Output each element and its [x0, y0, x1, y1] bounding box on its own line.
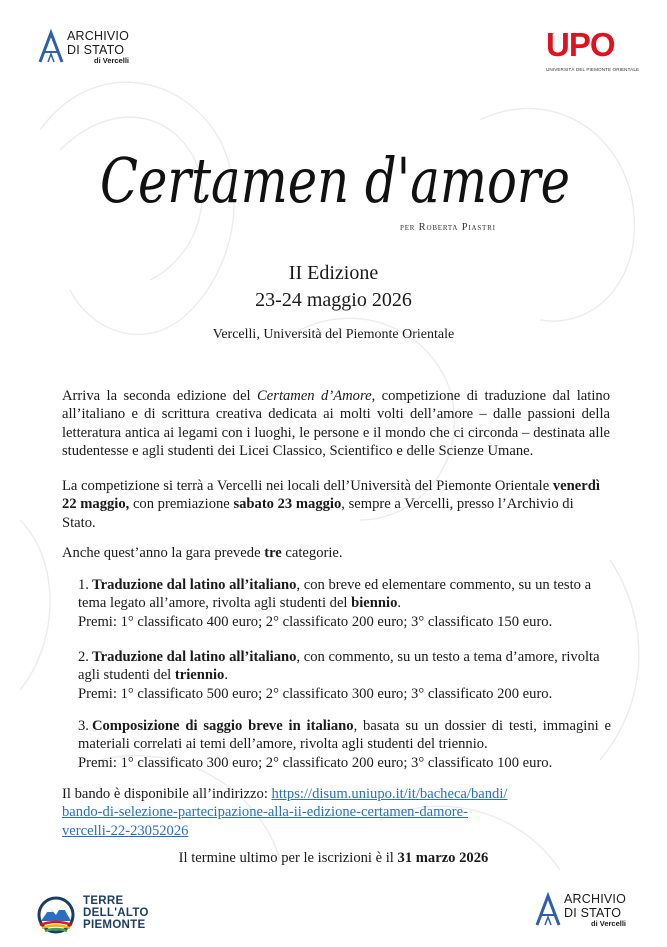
certamen-italic: Certamen d’Amore — [257, 388, 372, 404]
category-title: Composizione di saggio breve in italiano — [91, 718, 354, 734]
archivio-a-icon — [38, 30, 64, 64]
categories-intro: Anche quest’anno la gara prevede tre categorie. — [62, 545, 343, 561]
bando-paragraph: Il bando è disponibile all’indirizzo: https://disum.uniupo.it/it/bacheca/bandi/ bando-di-selezione-partecipazione-alla-ii-edizione-certamen-damore- vercelli-22-23052026 — [62, 786, 508, 839]
archivio-line2: DI STATO — [67, 42, 125, 57]
category-item-1: 1. Traduzione dal latino all’italiano, con breve ed elementare commento, su un testo a tema legato all’amore, rivolta agli studenti del biennio. Premi: 1° classificato 400 euro; 2° classificato 200 euro; 3° classificato 150 euro. — [78, 576, 611, 631]
category-title: Traduzione dal latino all’italiano — [91, 577, 297, 593]
mountains-icon — [34, 893, 78, 933]
archivio-a-icon — [535, 893, 561, 927]
deadline-notice: Il termine ultimo per le iscrizioni è il 31 marzo 2026 — [178, 850, 489, 866]
category-prizes: Premi: 1° classificato 300 euro; 2° classificato 200 euro; 3° classificato 100 euro. — [78, 754, 553, 771]
terre-alto-piemonte-logo — [34, 893, 149, 933]
upo-logo — [546, 28, 646, 72]
title-text: Certamen d'amore — [100, 144, 570, 217]
archivio-line1: ARCHIVIO — [564, 892, 627, 906]
archivio-di-stato-logo-bottom — [535, 893, 626, 928]
archivio-di-stato-logo-top — [38, 30, 129, 65]
archivio-line2: DI STATO — [564, 905, 622, 920]
terre-line2: DELL'ALTO — [83, 907, 149, 919]
bando-link[interactable]: https://disum.uniupo.it/it/bacheca/bandi/ bando-di-selezione-partecipazione-alla-ii-edizione-certamen-damore- vercelli-22-23052026 — [62, 786, 508, 839]
event-dates: 23-24 maggio 2026 — [255, 289, 412, 311]
category-prizes: Premi: 1° classificato 500 euro; 2° classificato 300 euro; 3° classificato 200 euro. — [78, 685, 553, 702]
venue-paragraph: La competizione si terrà a Vercelli nei locali dell’Università del Piemonte Orientale venerdì 22 maggio, con premiazione sabato 23 maggio, sempre a Vercelli, presso l’Archivio di Stato. — [62, 478, 600, 531]
archivio-line3: di Vercelli — [591, 919, 627, 928]
terre-line3: PIEMONTE — [83, 919, 146, 931]
archivio-line1: ARCHIVIO — [67, 29, 130, 43]
category-title: Traduzione dal latino all’italiano — [91, 649, 297, 665]
category-item-2: 2. Traduzione dal latino all’italiano, con commento, su un testo a tema d’amore, rivolta agli studenti del triennio. Premi: 1° classificato 500 euro; 2° classificato 300 euro; 3° classificato 200 euro. — [78, 648, 611, 703]
title-subtitle: per Roberta Piastri — [400, 222, 496, 233]
event-location: Vercelli, Università del Piemonte Orientale — [212, 327, 455, 342]
date-saturday: sabato 23 maggio — [233, 496, 342, 513]
archivio-line3: di Vercelli — [94, 56, 130, 65]
terre-line1: TERRE — [83, 895, 124, 907]
edition-label: II Edizione — [288, 262, 379, 284]
category-prizes: Premi: 1° classificato 400 euro; 2° classificato 200 euro; 3° classificato 150 euro. — [78, 613, 553, 630]
category-item-3: 3. Composizione di saggio breve in italiano, basata su un dossier di testi, immagini e materiali correlati ai temi dell’amore, rivolta agli studenti del triennio. Premi: 1° classificato 300 euro; 2° classificato 200 euro; 3° classificato 100 euro. — [78, 718, 611, 771]
deadline-date: 31 marzo 2026 — [397, 850, 489, 866]
title-script — [85, 120, 585, 245]
intro-paragraph: Arriva la seconda edizione del Certamen d’Amore, competizione di traduzione dal latino all’italiano e di scrittura creativa dedicata ai molti volti dell’amore – dalle passioni della letteratura antica ai legami con i luoghi, le persone e il mondo che ci circonda – destinata alle studentesse e agli studenti dei Licei Classico, Scientifico e delle Scienze Umane. — [62, 388, 610, 460]
date-friday: venerdì 22 maggio, — [62, 478, 600, 513]
upo-subtitle: UNIVERSITÀ DEL PIEMONTE ORIENTALE — [546, 67, 640, 72]
upo-text: UPO — [546, 26, 615, 63]
